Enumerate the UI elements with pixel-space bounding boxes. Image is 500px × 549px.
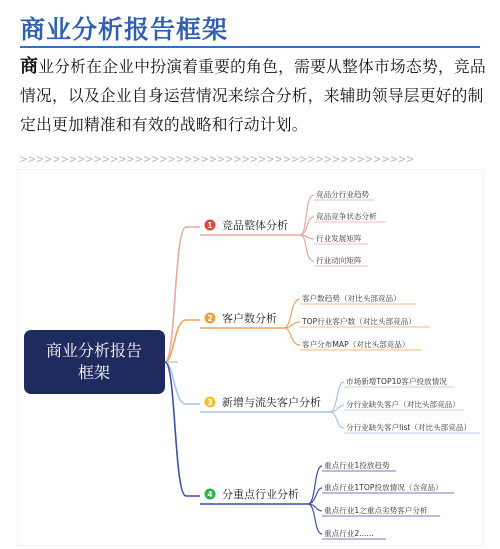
branch-1-connector bbox=[165, 227, 200, 362]
branch-2-leaf-connectors bbox=[284, 299, 300, 345]
mindmap bbox=[18, 170, 483, 545]
leaf-item: 分行业缺失客户list（对比头部竞品） bbox=[346, 423, 472, 432]
branch-3-number: 3 bbox=[207, 398, 213, 407]
branch-4-number: 4 bbox=[207, 490, 213, 499]
page-title: 商业分析报告框架 bbox=[20, 15, 229, 44]
branch-3-label: 新增与流失客户分析 bbox=[222, 396, 321, 409]
mindmap-svg bbox=[18, 170, 483, 545]
leaf-item: 重点行业1之重点劣势客户分析 bbox=[324, 506, 428, 515]
branch-2-label: 客户数分析 bbox=[222, 312, 277, 325]
title-underline bbox=[20, 46, 480, 48]
leaf-item: 行业动向矩阵 bbox=[316, 256, 362, 265]
intro-paragraph bbox=[20, 52, 490, 139]
leaf-item: 竞品竞争状态分析 bbox=[316, 212, 377, 221]
arrow-divider: >>>>>>>>>>>>>>>>>>>>>>>>>>>>>>>>>>>>>>>>>>>>>>>> bbox=[20, 152, 415, 166]
leaf-item: 客户分布MAP（对比头部竞品） bbox=[302, 340, 410, 349]
leaf-item: 竞品分行业趋势 bbox=[316, 190, 370, 199]
branch-4-connector bbox=[165, 362, 200, 496]
root-node bbox=[24, 330, 165, 394]
branch-3-connector bbox=[165, 362, 200, 404]
leaf-item: 重点行业1TOP投放情况（含竞品） bbox=[324, 483, 443, 492]
branch-1-number: 1 bbox=[207, 221, 213, 230]
leaf-item: 分行业缺失客户（对比头部竞品） bbox=[346, 400, 460, 409]
intro-text: 业分析在企业中扮演着重要的角色，需要从整体市场态势，竞品情况，以及企业自身运营情况来综合分析，来辅助领导层更好的制定出更加精准和有效的战略和行动计划。 bbox=[20, 57, 486, 134]
intro-first-char: 商 bbox=[20, 56, 39, 77]
leaf-item: 重点行业2...... bbox=[324, 529, 374, 538]
leaf-item: 行业发展矩阵 bbox=[316, 234, 362, 243]
root-label-line1: 商业分析报告 bbox=[45, 341, 143, 360]
branch-4-leaf-connectors bbox=[308, 466, 322, 534]
leaf-item: 客户数趋势（对比头部竞品） bbox=[302, 294, 401, 303]
branch-1-label: 竞品整体分析 bbox=[222, 219, 288, 232]
branch-1-leaf-connectors bbox=[300, 195, 314, 261]
branch-2-number: 2 bbox=[207, 314, 213, 323]
leaf-item: 重点行业1投放趋势 bbox=[324, 461, 390, 470]
branch-2-connector bbox=[165, 320, 200, 362]
branch-3-leaf-connectors bbox=[330, 382, 344, 428]
root-label-line2: 框架 bbox=[77, 363, 111, 382]
branch-4-label: 分重点行业分析 bbox=[222, 488, 299, 501]
leaf-item: TOP行业客户数（对比头部竞品） bbox=[302, 317, 416, 326]
leaf-item: 市场新增TOP10客户投放情况 bbox=[346, 377, 447, 386]
